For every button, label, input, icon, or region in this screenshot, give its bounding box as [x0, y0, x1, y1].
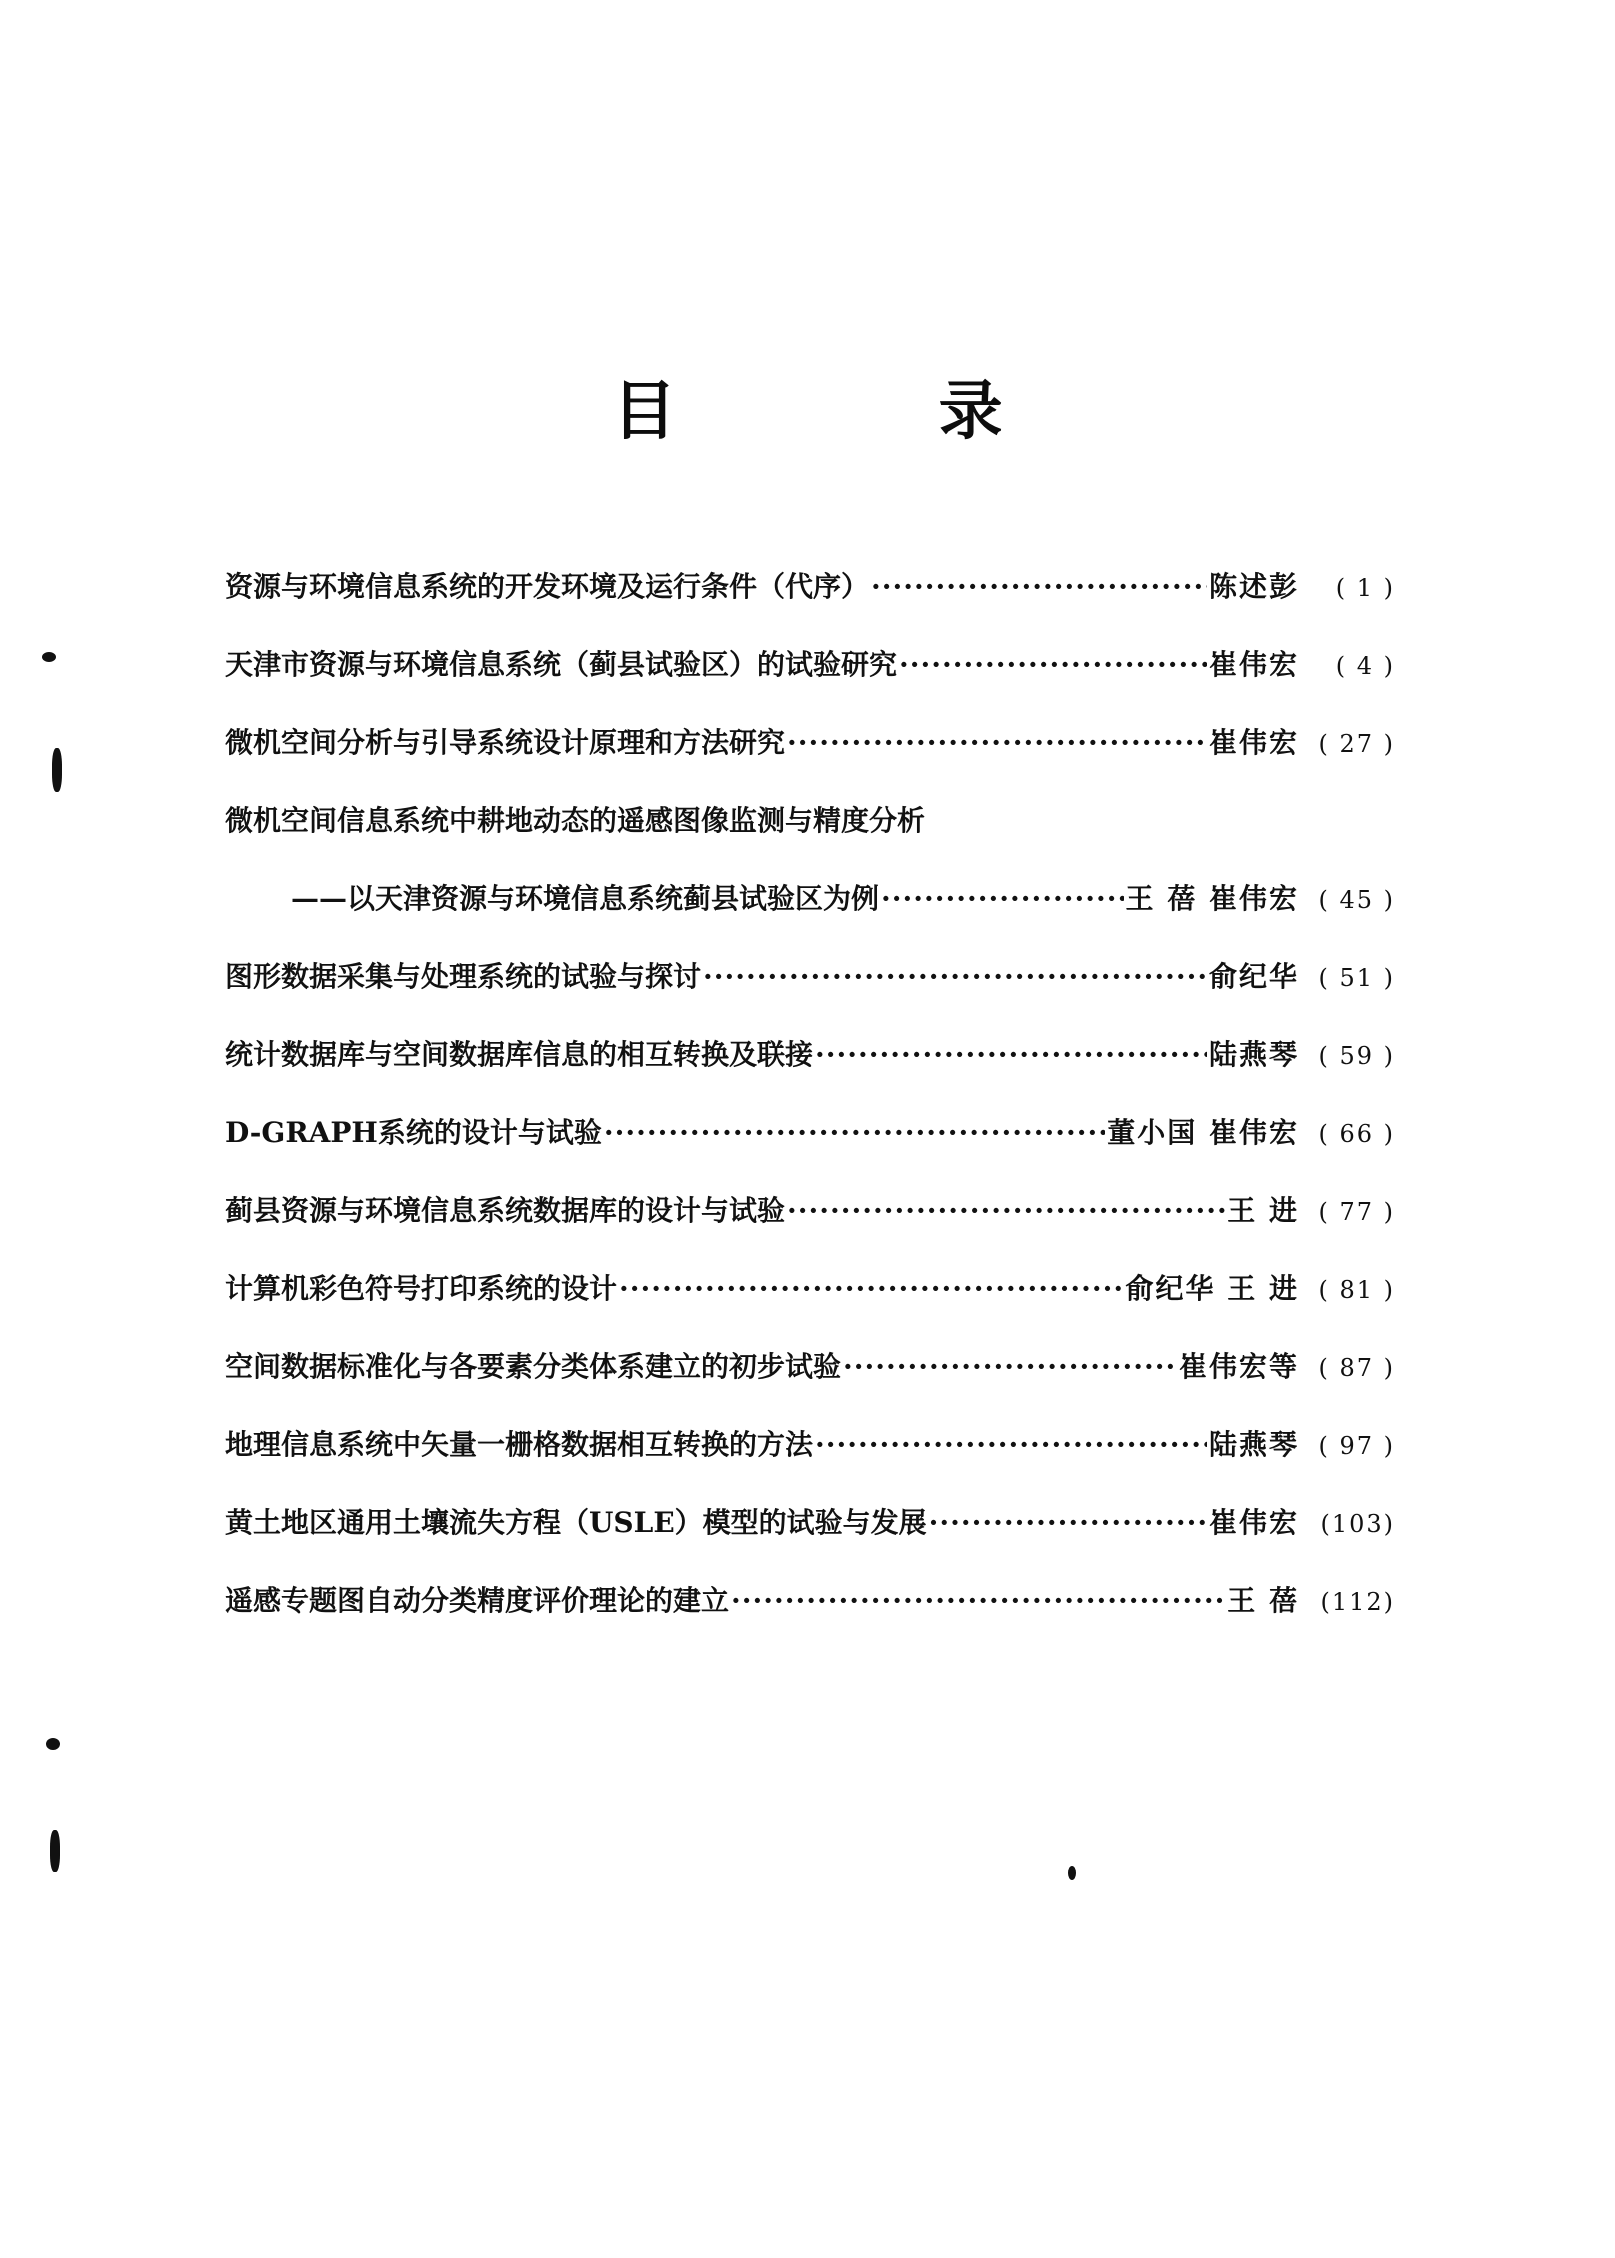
toc-dot-leader	[871, 548, 1207, 626]
toc-entry-page: ( 45 )	[1318, 886, 1395, 914]
toc-dot-leader	[787, 1172, 1225, 1250]
toc-entry-title: ——以天津资源与环境信息系统蓟县试验区为例	[291, 882, 880, 915]
toc-entry-title: 统计数据库与空间数据库信息的相互转换及联接	[225, 1038, 814, 1071]
toc-entry-author: 陆燕琴	[1208, 1428, 1299, 1461]
toc-dot-leader	[815, 1406, 1207, 1484]
toc-entry-page: ( 87 )	[1318, 1354, 1395, 1382]
toc-entry-title: D-GRAPH系统的设计与试验	[225, 1116, 602, 1149]
toc-dot-leader	[815, 1016, 1207, 1094]
toc-entry-author: 崔伟宏等	[1178, 1350, 1299, 1383]
scan-speck	[42, 652, 56, 662]
toc-dot-leader	[731, 1562, 1225, 1640]
toc-entry-author: 崔伟宏	[1208, 648, 1299, 681]
toc-entry-title: 图形数据采集与处理系统的试验与探讨	[225, 960, 702, 993]
toc-entry-title: 微机空间信息系统中耕地动态的遥感图像监测与精度分析	[225, 804, 926, 837]
toc-entry-author: 陈述彭	[1208, 570, 1299, 603]
toc-entry	[225, 1250, 1395, 1328]
toc-entry-title: 资源与环境信息系统的开发环境及运行条件（代序）	[225, 570, 870, 603]
toc-entry-title: 空间数据标准化与各要素分类体系建立的初步试验	[225, 1350, 842, 1383]
toc-dot-leader	[929, 1484, 1207, 1562]
toc-entry-title: 遥感专题图自动分类精度评价理论的建立	[225, 1584, 730, 1617]
toc-entry	[225, 704, 1395, 782]
toc-entry-author: 崔伟宏	[1208, 1506, 1299, 1539]
toc-entry-page: ( 27 )	[1318, 730, 1395, 758]
toc-dot-leader	[843, 1328, 1177, 1406]
toc-entry	[225, 1094, 1395, 1172]
toc-dot-leader	[787, 704, 1207, 782]
toc-dot-leader	[881, 860, 1123, 938]
toc-entry-author: 崔伟宏	[1208, 726, 1299, 759]
toc-entry-author: 王 蓓	[1227, 1584, 1299, 1617]
toc-entry-author: 俞纪华 王 进	[1125, 1272, 1299, 1305]
toc-entry	[225, 626, 1395, 704]
toc-entry-author: 俞纪华	[1208, 960, 1299, 993]
scan-speck	[1068, 1866, 1076, 1880]
toc-entry-subtitle	[225, 860, 1395, 938]
toc-entry-page: ( 81 )	[1318, 1276, 1395, 1304]
toc-entry	[225, 1484, 1395, 1562]
toc-dot-leader	[604, 1094, 1105, 1172]
scan-speck	[46, 1738, 60, 1750]
toc-entry	[225, 1562, 1395, 1640]
toc-entry-page: ( 66 )	[1318, 1120, 1395, 1148]
toc-entry-author: 董小国 崔伟宏	[1107, 1116, 1299, 1149]
toc-entry-title: 黄土地区通用土壤流失方程（USLE）模型的试验与发展	[225, 1506, 927, 1539]
toc-dot-leader	[899, 626, 1207, 704]
toc-entry-page: (103)	[1320, 1510, 1395, 1538]
toc-entry-page: ( 51 )	[1318, 964, 1395, 992]
toc-entry-title: 蓟县资源与环境信息系统数据库的设计与试验	[225, 1194, 786, 1227]
table-of-contents	[225, 548, 1395, 1640]
toc-entry-author: 王 进	[1227, 1194, 1299, 1227]
toc-dot-leader	[619, 1250, 1123, 1328]
toc-entry	[225, 1016, 1395, 1094]
toc-entry-page: (112)	[1320, 1588, 1395, 1616]
toc-entry-author: 王 蓓 崔伟宏	[1125, 882, 1299, 915]
toc-entry	[225, 1328, 1395, 1406]
toc-dot-leader	[703, 938, 1207, 1016]
toc-entry-title: 微机空间分析与引导系统设计原理和方法研究	[225, 726, 786, 759]
toc-entry-title: 天津市资源与环境信息系统（蓟县试验区）的试验研究	[225, 648, 898, 681]
toc-entry	[225, 782, 1395, 860]
toc-entry-page: ( 4 )	[1335, 652, 1395, 680]
toc-entry-title: 地理信息系统中矢量一栅格数据相互转换的方法	[225, 1428, 814, 1461]
toc-entry	[225, 548, 1395, 626]
page-title: 目 录	[612, 375, 1123, 449]
toc-entry-author: 陆燕琴	[1208, 1038, 1299, 1071]
toc-entry	[225, 1406, 1395, 1484]
toc-entry-page: ( 1 )	[1335, 574, 1395, 602]
toc-entry	[225, 1172, 1395, 1250]
toc-entry-page: ( 97 )	[1318, 1432, 1395, 1460]
scan-speck	[50, 1830, 60, 1872]
toc-entry-title: 计算机彩色符号打印系统的设计	[225, 1272, 618, 1305]
toc-entry-page: ( 77 )	[1318, 1198, 1395, 1226]
toc-entry	[225, 938, 1395, 1016]
toc-entry-page: ( 59 )	[1318, 1042, 1395, 1070]
scan-speck	[52, 748, 62, 792]
